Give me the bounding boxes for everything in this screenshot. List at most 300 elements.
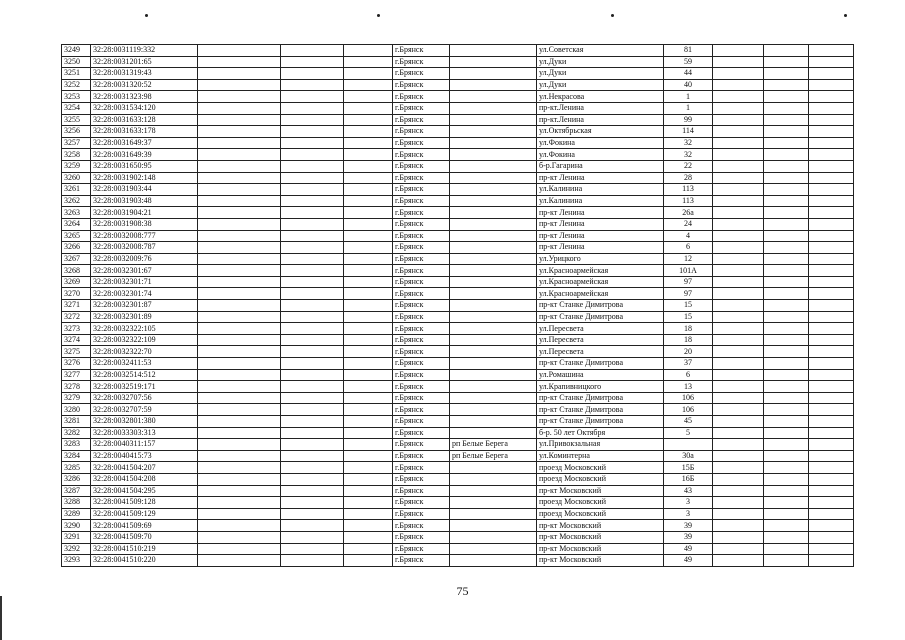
house-number-cell: 99: [664, 114, 713, 126]
cadastral-number-cell: 32:28:0041509:128: [91, 497, 198, 509]
empty-cell: [764, 473, 809, 485]
empty-cell: [344, 288, 393, 300]
empty-cell: [198, 300, 281, 312]
row-number-cell: 3250: [62, 56, 91, 68]
empty-cell: [198, 555, 281, 567]
cadastral-number-cell: 32:28:0041509:129: [91, 508, 198, 520]
house-number-cell: 6: [664, 242, 713, 254]
city-cell: г.Брянск: [393, 68, 450, 80]
table-row: [62, 184, 854, 196]
table-row: [62, 218, 854, 230]
row-number-cell: 3263: [62, 207, 91, 219]
empty-cell: [344, 160, 393, 172]
house-number-cell: 22: [664, 160, 713, 172]
cadastral-number-cell: 32:28:0031649:39: [91, 149, 198, 161]
empty-cell: [281, 473, 344, 485]
city-cell: г.Брянск: [393, 416, 450, 428]
empty-cell: [344, 531, 393, 543]
row-number-cell: 3258: [62, 149, 91, 161]
table-row: [62, 473, 854, 485]
settlement-cell: [450, 160, 537, 172]
empty-cell: [344, 439, 393, 451]
street-cell: ул.Октябрьская: [537, 126, 664, 138]
house-number-cell: 40: [664, 79, 713, 91]
row-number-cell: 3252: [62, 79, 91, 91]
empty-cell: [281, 450, 344, 462]
empty-cell: [198, 543, 281, 555]
row-number-cell: 3261: [62, 184, 91, 196]
empty-cell: [764, 114, 809, 126]
settlement-cell: [450, 207, 537, 219]
empty-cell: [281, 346, 344, 358]
empty-cell: [764, 160, 809, 172]
street-cell: ул.Советская: [537, 45, 664, 57]
empty-cell: [344, 543, 393, 555]
empty-cell: [764, 195, 809, 207]
row-number-cell: 3290: [62, 520, 91, 532]
cadastral-number-cell: 32:28:0031650:95: [91, 160, 198, 172]
settlement-cell: [450, 149, 537, 161]
empty-cell: [809, 102, 854, 114]
empty-cell: [764, 137, 809, 149]
house-number-cell: 39: [664, 531, 713, 543]
empty-cell: [198, 311, 281, 323]
empty-cell: [344, 79, 393, 91]
house-number-cell: 15: [664, 300, 713, 312]
table-row: [62, 346, 854, 358]
empty-cell: [344, 450, 393, 462]
empty-cell: [198, 508, 281, 520]
table-row: [62, 172, 854, 184]
table-row: [62, 555, 854, 567]
city-cell: г.Брянск: [393, 427, 450, 439]
empty-cell: [281, 45, 344, 57]
street-cell: ул.Крапивницкого: [537, 381, 664, 393]
empty-cell: [281, 265, 344, 277]
street-cell: пр-кт Станке Димитрова: [537, 358, 664, 370]
settlement-cell: [450, 555, 537, 567]
empty-cell: [809, 462, 854, 474]
table-row: [62, 404, 854, 416]
cadastral-number-cell: 32:28:0031904:21: [91, 207, 198, 219]
empty-cell: [281, 218, 344, 230]
settlement-cell: [450, 323, 537, 335]
row-number-cell: 3262: [62, 195, 91, 207]
row-number-cell: 3275: [62, 346, 91, 358]
empty-cell: [344, 358, 393, 370]
cadastral-number-cell: 32:28:0032411:53: [91, 358, 198, 370]
table-row: [62, 265, 854, 277]
empty-cell: [344, 323, 393, 335]
settlement-cell: [450, 381, 537, 393]
cadastral-number-cell: 32:28:0041504:208: [91, 473, 198, 485]
empty-cell: [764, 334, 809, 346]
settlement-cell: [450, 288, 537, 300]
cadastral-number-cell: 32:28:0032801:380: [91, 416, 198, 428]
house-number-cell: 1: [664, 102, 713, 114]
empty-cell: [281, 369, 344, 381]
empty-cell: [281, 392, 344, 404]
row-number-cell: 3292: [62, 543, 91, 555]
empty-cell: [809, 253, 854, 265]
empty-cell: [764, 323, 809, 335]
settlement-cell: [450, 300, 537, 312]
empty-cell: [281, 358, 344, 370]
row-number-cell: 3265: [62, 230, 91, 242]
settlement-cell: [450, 195, 537, 207]
row-number-cell: 3281: [62, 416, 91, 428]
empty-cell: [281, 160, 344, 172]
settlement-cell: [450, 543, 537, 555]
row-number-cell: 3251: [62, 68, 91, 80]
register-table-body: [62, 45, 854, 567]
cadastral-number-cell: 32:28:0031903:44: [91, 184, 198, 196]
empty-cell: [809, 184, 854, 196]
empty-cell: [809, 555, 854, 567]
page-number: 75: [456, 584, 469, 598]
street-cell: пр-кт Ленина: [537, 172, 664, 184]
binder-hole-mark: [145, 14, 148, 17]
empty-cell: [198, 369, 281, 381]
city-cell: г.Брянск: [393, 473, 450, 485]
empty-cell: [198, 160, 281, 172]
cadastral-number-cell: 32:28:0031319:43: [91, 68, 198, 80]
empty-cell: [344, 404, 393, 416]
street-cell: ул.Коминтерна: [537, 450, 664, 462]
empty-cell: [764, 68, 809, 80]
empty-cell: [344, 334, 393, 346]
empty-cell: [344, 45, 393, 57]
empty-cell: [198, 184, 281, 196]
row-number-cell: 3285: [62, 462, 91, 474]
street-cell: пр-кт Московский: [537, 555, 664, 567]
settlement-cell: [450, 369, 537, 381]
empty-cell: [198, 427, 281, 439]
empty-cell: [281, 56, 344, 68]
cadastral-number-cell: 32:28:0032301:71: [91, 276, 198, 288]
empty-cell: [713, 160, 764, 172]
binder-hole-mark: [611, 14, 614, 17]
empty-cell: [713, 323, 764, 335]
empty-cell: [198, 207, 281, 219]
empty-cell: [809, 311, 854, 323]
city-cell: г.Брянск: [393, 450, 450, 462]
row-number-cell: 3289: [62, 508, 91, 520]
empty-cell: [809, 485, 854, 497]
cadastral-number-cell: 32:28:0031633:128: [91, 114, 198, 126]
street-cell: пр-кт Московский: [537, 485, 664, 497]
settlement-cell: [450, 358, 537, 370]
street-cell: проезд Московский: [537, 462, 664, 474]
row-number-cell: 3284: [62, 450, 91, 462]
street-cell: пр-кт Станке Димитрова: [537, 404, 664, 416]
house-number-cell: 26а: [664, 207, 713, 219]
empty-cell: [764, 346, 809, 358]
street-cell: ул.Дуки: [537, 79, 664, 91]
cadastral-number-cell: 32:28:0031902:148: [91, 172, 198, 184]
cadastral-number-cell: 32:28:0031908:38: [91, 218, 198, 230]
empty-cell: [344, 300, 393, 312]
city-cell: г.Брянск: [393, 323, 450, 335]
house-number-cell: 45: [664, 416, 713, 428]
cadastral-number-cell: 32:28:0031119:332: [91, 45, 198, 57]
empty-cell: [764, 45, 809, 57]
empty-cell: [713, 508, 764, 520]
empty-cell: [281, 91, 344, 103]
empty-cell: [809, 416, 854, 428]
settlement-cell: [450, 102, 537, 114]
table-row: [62, 334, 854, 346]
empty-cell: [344, 265, 393, 277]
cadastral-number-cell: 32:28:0031903:48: [91, 195, 198, 207]
empty-cell: [809, 172, 854, 184]
table-row: [62, 311, 854, 323]
empty-cell: [344, 346, 393, 358]
city-cell: г.Брянск: [393, 497, 450, 509]
city-cell: г.Брянск: [393, 531, 450, 543]
empty-cell: [713, 485, 764, 497]
street-cell: пр-кт Станке Димитрова: [537, 416, 664, 428]
empty-cell: [281, 300, 344, 312]
empty-cell: [809, 334, 854, 346]
empty-cell: [713, 56, 764, 68]
settlement-cell: [450, 137, 537, 149]
empty-cell: [764, 531, 809, 543]
house-number-cell: 39: [664, 520, 713, 532]
table-row: [62, 242, 854, 254]
table-row: [62, 497, 854, 509]
city-cell: г.Брянск: [393, 462, 450, 474]
empty-cell: [281, 253, 344, 265]
table-row: [62, 45, 854, 57]
empty-cell: [764, 126, 809, 138]
settlement-cell: [450, 416, 537, 428]
street-cell: ул.Ромашина: [537, 369, 664, 381]
empty-cell: [713, 346, 764, 358]
street-cell: ул.Фокина: [537, 137, 664, 149]
empty-cell: [344, 369, 393, 381]
cadastral-number-cell: 32:28:0032707:59: [91, 404, 198, 416]
city-cell: г.Брянск: [393, 207, 450, 219]
empty-cell: [713, 311, 764, 323]
table-row: [62, 439, 854, 451]
empty-cell: [713, 114, 764, 126]
empty-cell: [344, 149, 393, 161]
empty-cell: [198, 381, 281, 393]
empty-cell: [344, 555, 393, 567]
city-cell: г.Брянск: [393, 555, 450, 567]
cadastral-number-cell: 32:28:0032322:70: [91, 346, 198, 358]
row-number-cell: 3253: [62, 91, 91, 103]
table-row: [62, 358, 854, 370]
empty-cell: [281, 543, 344, 555]
settlement-cell: [450, 276, 537, 288]
scan-margin-line: [0, 596, 2, 640]
empty-cell: [713, 137, 764, 149]
empty-cell: [198, 253, 281, 265]
city-cell: г.Брянск: [393, 520, 450, 532]
empty-cell: [809, 56, 854, 68]
empty-cell: [713, 416, 764, 428]
empty-cell: [198, 114, 281, 126]
empty-cell: [713, 358, 764, 370]
cadastral-number-cell: 32:28:0031649:37: [91, 137, 198, 149]
empty-cell: [344, 184, 393, 196]
table-row: [62, 462, 854, 474]
empty-cell: [809, 404, 854, 416]
city-cell: г.Брянск: [393, 242, 450, 254]
empty-cell: [764, 91, 809, 103]
empty-cell: [198, 358, 281, 370]
house-number-cell: 44: [664, 68, 713, 80]
cadastral-number-cell: 32:28:0031320:52: [91, 79, 198, 91]
empty-cell: [198, 265, 281, 277]
row-number-cell: 3268: [62, 265, 91, 277]
empty-cell: [344, 68, 393, 80]
table-row: [62, 543, 854, 555]
empty-cell: [198, 404, 281, 416]
street-cell: пр-кт Станке Димитрова: [537, 311, 664, 323]
row-number-cell: 3257: [62, 137, 91, 149]
empty-cell: [713, 265, 764, 277]
table-row: [62, 427, 854, 439]
street-cell: проезд Московский: [537, 497, 664, 509]
empty-cell: [344, 253, 393, 265]
empty-cell: [764, 102, 809, 114]
empty-cell: [764, 508, 809, 520]
row-number-cell: 3288: [62, 497, 91, 509]
street-cell: ул.Пересвета: [537, 334, 664, 346]
city-cell: г.Брянск: [393, 369, 450, 381]
street-cell: проезд Московский: [537, 508, 664, 520]
empty-cell: [809, 508, 854, 520]
street-cell: пр-кт Станке Димитрова: [537, 392, 664, 404]
table-row: [62, 195, 854, 207]
empty-cell: [713, 369, 764, 381]
empty-cell: [713, 276, 764, 288]
binder-hole-mark: [377, 14, 380, 17]
empty-cell: [198, 137, 281, 149]
house-number-cell: 106: [664, 404, 713, 416]
empty-cell: [344, 462, 393, 474]
empty-cell: [809, 195, 854, 207]
table-row: [62, 253, 854, 265]
empty-cell: [713, 288, 764, 300]
city-cell: г.Брянск: [393, 230, 450, 242]
house-number-cell: 30а: [664, 450, 713, 462]
cadastral-number-cell: 32:28:0033303:313: [91, 427, 198, 439]
settlement-cell: [450, 311, 537, 323]
house-number-cell: 12: [664, 253, 713, 265]
cadastral-number-cell: 32:28:0041504:295: [91, 485, 198, 497]
house-number-cell: 13: [664, 381, 713, 393]
empty-cell: [713, 79, 764, 91]
empty-cell: [344, 172, 393, 184]
empty-cell: [713, 91, 764, 103]
empty-cell: [764, 520, 809, 532]
row-number-cell: 3254: [62, 102, 91, 114]
city-cell: г.Брянск: [393, 91, 450, 103]
empty-cell: [713, 473, 764, 485]
city-cell: г.Брянск: [393, 195, 450, 207]
street-cell: ул.Красноармейская: [537, 288, 664, 300]
empty-cell: [713, 184, 764, 196]
city-cell: г.Брянск: [393, 172, 450, 184]
street-cell: проезд Московский: [537, 473, 664, 485]
house-number-cell: 18: [664, 334, 713, 346]
empty-cell: [281, 497, 344, 509]
city-cell: г.Брянск: [393, 288, 450, 300]
empty-cell: [281, 114, 344, 126]
empty-cell: [809, 473, 854, 485]
table-row: [62, 207, 854, 219]
settlement-cell: [450, 531, 537, 543]
cadastral-number-cell: 32:28:0041510:219: [91, 543, 198, 555]
binder-hole-marks: [0, 14, 905, 22]
empty-cell: [344, 520, 393, 532]
empty-cell: [713, 195, 764, 207]
row-number-cell: 3270: [62, 288, 91, 300]
settlement-cell: [450, 126, 537, 138]
empty-cell: [198, 68, 281, 80]
empty-cell: [809, 439, 854, 451]
empty-cell: [809, 276, 854, 288]
empty-cell: [809, 79, 854, 91]
empty-cell: [281, 126, 344, 138]
cadastral-number-cell: 32:28:0032009:76: [91, 253, 198, 265]
row-number-cell: 3255: [62, 114, 91, 126]
table-row: [62, 160, 854, 172]
empty-cell: [344, 207, 393, 219]
empty-cell: [764, 404, 809, 416]
house-number-cell: 3: [664, 497, 713, 509]
empty-cell: [198, 334, 281, 346]
city-cell: г.Брянск: [393, 381, 450, 393]
empty-cell: [281, 520, 344, 532]
empty-cell: [198, 218, 281, 230]
empty-cell: [809, 91, 854, 103]
empty-cell: [809, 149, 854, 161]
settlement-cell: [450, 427, 537, 439]
cadastral-number-cell: 32:28:0032322:109: [91, 334, 198, 346]
empty-cell: [198, 230, 281, 242]
row-number-cell: 3286: [62, 473, 91, 485]
house-number-cell: 4: [664, 230, 713, 242]
street-cell: пр-кт Ленина: [537, 242, 664, 254]
settlement-cell: [450, 334, 537, 346]
binder-hole-mark: [844, 14, 847, 17]
table-row: [62, 68, 854, 80]
empty-cell: [764, 543, 809, 555]
table-row: [62, 91, 854, 103]
row-number-cell: 3249: [62, 45, 91, 57]
empty-cell: [764, 172, 809, 184]
cadastral-number-cell: 32:28:0041509:70: [91, 531, 198, 543]
street-cell: ул.Калинина: [537, 184, 664, 196]
city-cell: г.Брянск: [393, 485, 450, 497]
empty-cell: [281, 288, 344, 300]
empty-cell: [198, 323, 281, 335]
empty-cell: [809, 230, 854, 242]
cadastral-number-cell: 32:28:0031201:65: [91, 56, 198, 68]
settlement-cell: рп Белые Берега: [450, 439, 537, 451]
street-cell: ул.Некрасова: [537, 91, 664, 103]
empty-cell: [281, 427, 344, 439]
table-row: [62, 149, 854, 161]
settlement-cell: [450, 346, 537, 358]
table-row: [62, 102, 854, 114]
empty-cell: [344, 218, 393, 230]
